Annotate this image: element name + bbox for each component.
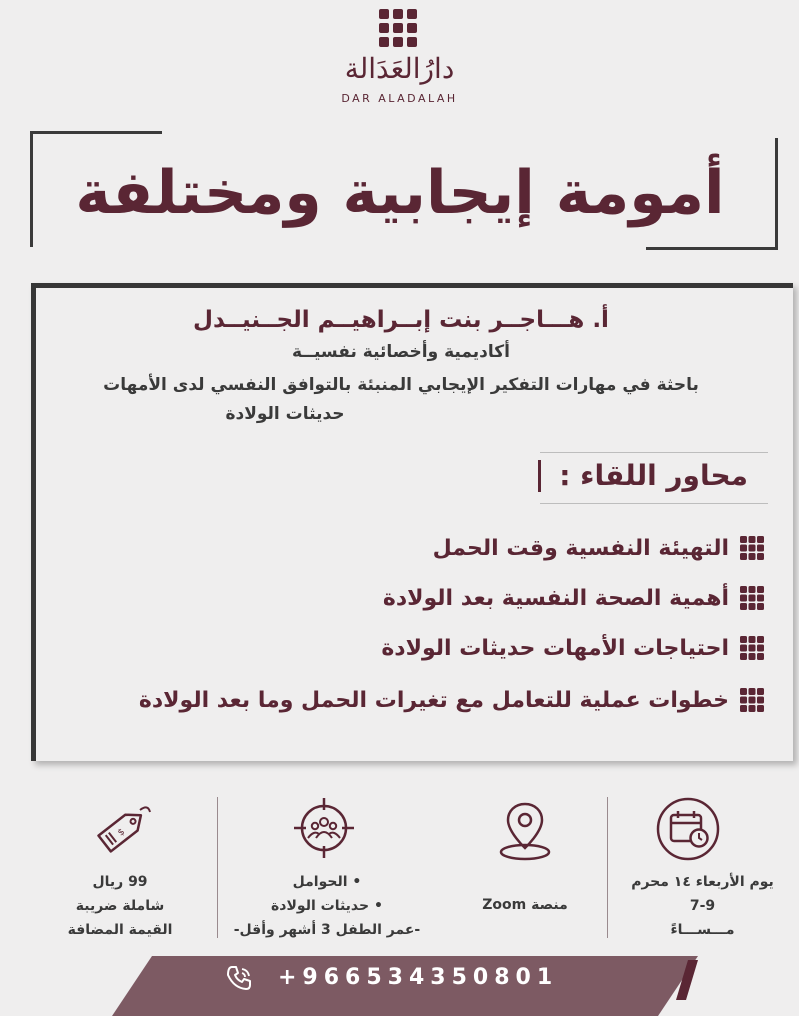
title-frame-bottom (646, 247, 778, 250)
pattern-bullet-icon (739, 585, 765, 611)
location-pin-icon (497, 800, 553, 862)
axis-point-text: خطوات عملية للتعامل مع تغيرات الحمل وما بعد الولادة (138, 687, 729, 713)
calendar-clock-icon (655, 796, 721, 862)
pattern-bullet-icon (739, 635, 765, 661)
info-divider (217, 797, 218, 938)
audience-child-age: -عمر الطفل 3 أشهر وأقل- (233, 922, 421, 938)
pattern-bullet-icon (739, 687, 765, 713)
audience-new-mothers: • حديثات الولادة (271, 898, 383, 914)
axis-point-text: أهمية الصحة النفسية بعد الولادة (382, 585, 729, 611)
logo-mark-icon (376, 6, 420, 50)
price-vat-note: القيمة المضافة (67, 922, 173, 938)
axis-point-text: التهيئة النفسية وقت الحمل (432, 535, 729, 561)
svg-text:$: $ (116, 827, 127, 839)
info-divider (607, 797, 608, 938)
axis-point-text: احتياجات الأمهات حديثات الولادة (381, 635, 729, 661)
contact-phone[interactable]: +966534350801 (278, 965, 559, 990)
event-period: مـــســـاءً (670, 922, 735, 938)
speaker-desc-line1: باحثة في مهارات التفكير الإيجابي المنبئة بالتوافق النفسي لدى الأمهات (103, 375, 699, 395)
title-frame-right (775, 138, 778, 250)
brand-name-english: DAR ALADALAH (341, 92, 458, 105)
axis-point-3 (65, 630, 765, 666)
speaker-desc-line2: حديثات الولادة (225, 404, 345, 424)
event-date: يوم الأربعاء ١٤ محرم (631, 874, 774, 890)
title-frame-top (30, 131, 162, 134)
axis-point-2 (65, 580, 765, 616)
event-time: 7-9 (689, 898, 716, 914)
target-group-icon (292, 796, 356, 860)
axes-title-bar (538, 460, 541, 492)
axis-point-1 (65, 530, 765, 566)
speaker-role: أكاديمية وأخصائية نفسيــة (292, 342, 510, 362)
event-platform: منصة Zoom (482, 897, 568, 913)
pattern-bullet-icon (739, 535, 765, 561)
brand-name-arabic: دارُالعَدَالة (344, 52, 455, 85)
price-amount: 99 ريال (92, 874, 148, 890)
price-tax-note: شاملة ضريبة (75, 898, 165, 914)
phone-icon (224, 963, 254, 993)
axes-title: محاور اللقاء : (559, 459, 748, 492)
price-tag-icon (90, 798, 154, 862)
speaker-name: أ. هـــاجــر بنت إبــراهيــم الجــنيــدل (193, 307, 609, 333)
audience-pregnant: • الحوامل (292, 874, 362, 890)
page-title: أمومة إيجابية ومختلفة (75, 158, 725, 228)
axis-point-4 (65, 682, 765, 718)
